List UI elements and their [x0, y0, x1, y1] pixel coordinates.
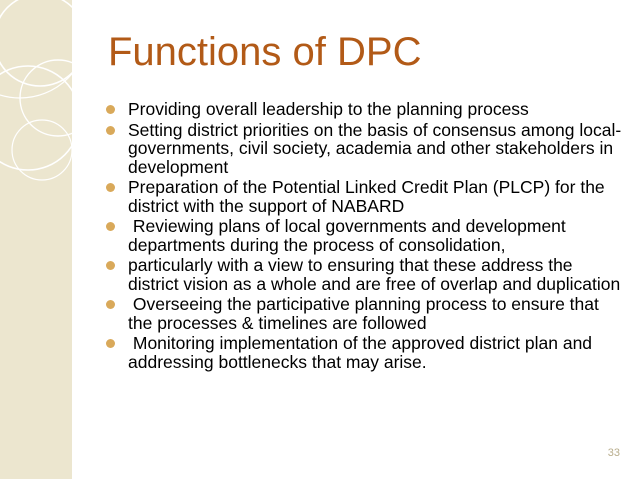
bullet-list: [106, 100, 622, 373]
bullet-text: Overseeing the participative planning process to ensure that the processes & timelines are followed: [128, 294, 604, 333]
side-decoration-band: [0, 0, 72, 479]
bullet-text: Reviewing plans of local governments and development departments during the process of consolidation,: [128, 216, 571, 255]
bullet-dot-icon: [106, 300, 115, 309]
slide-number: 33: [607, 447, 620, 459]
bullet-item: [106, 121, 622, 177]
bullet-item: [106, 256, 622, 293]
bullet-text: Monitoring implementation of the approved district plan and addressing bottlenecks that may arise.: [128, 333, 597, 372]
bullet-text: Providing overall leadership to the planning process: [128, 99, 529, 119]
bullet-dot-icon: [106, 126, 115, 135]
bullet-item: [106, 217, 622, 254]
bullet-dot-icon: [106, 105, 115, 114]
bullet-text: Setting district priorities on the basis of consensus among local-governments, civil society, academia and other stakeholders in development: [128, 119, 622, 177]
bullet-item: [106, 334, 622, 371]
bullet-item: [106, 295, 622, 332]
slide-title: Functions of DPC: [108, 30, 422, 74]
bullet-dot-icon: [106, 339, 115, 348]
bullet-item: [106, 100, 622, 119]
bullet-text: Preparation of the Potential Linked Credit Plan (PLCP) for the district with the support of NABARD: [128, 177, 610, 216]
bullet-item: [106, 178, 622, 215]
bullet-dot-icon: [106, 261, 115, 270]
bullet-dot-icon: [106, 222, 115, 231]
bullet-dot-icon: [106, 183, 115, 192]
bullet-text: particularly with a view to ensuring that these address the district vision as a whole and are free of overlap and duplication: [128, 255, 621, 294]
